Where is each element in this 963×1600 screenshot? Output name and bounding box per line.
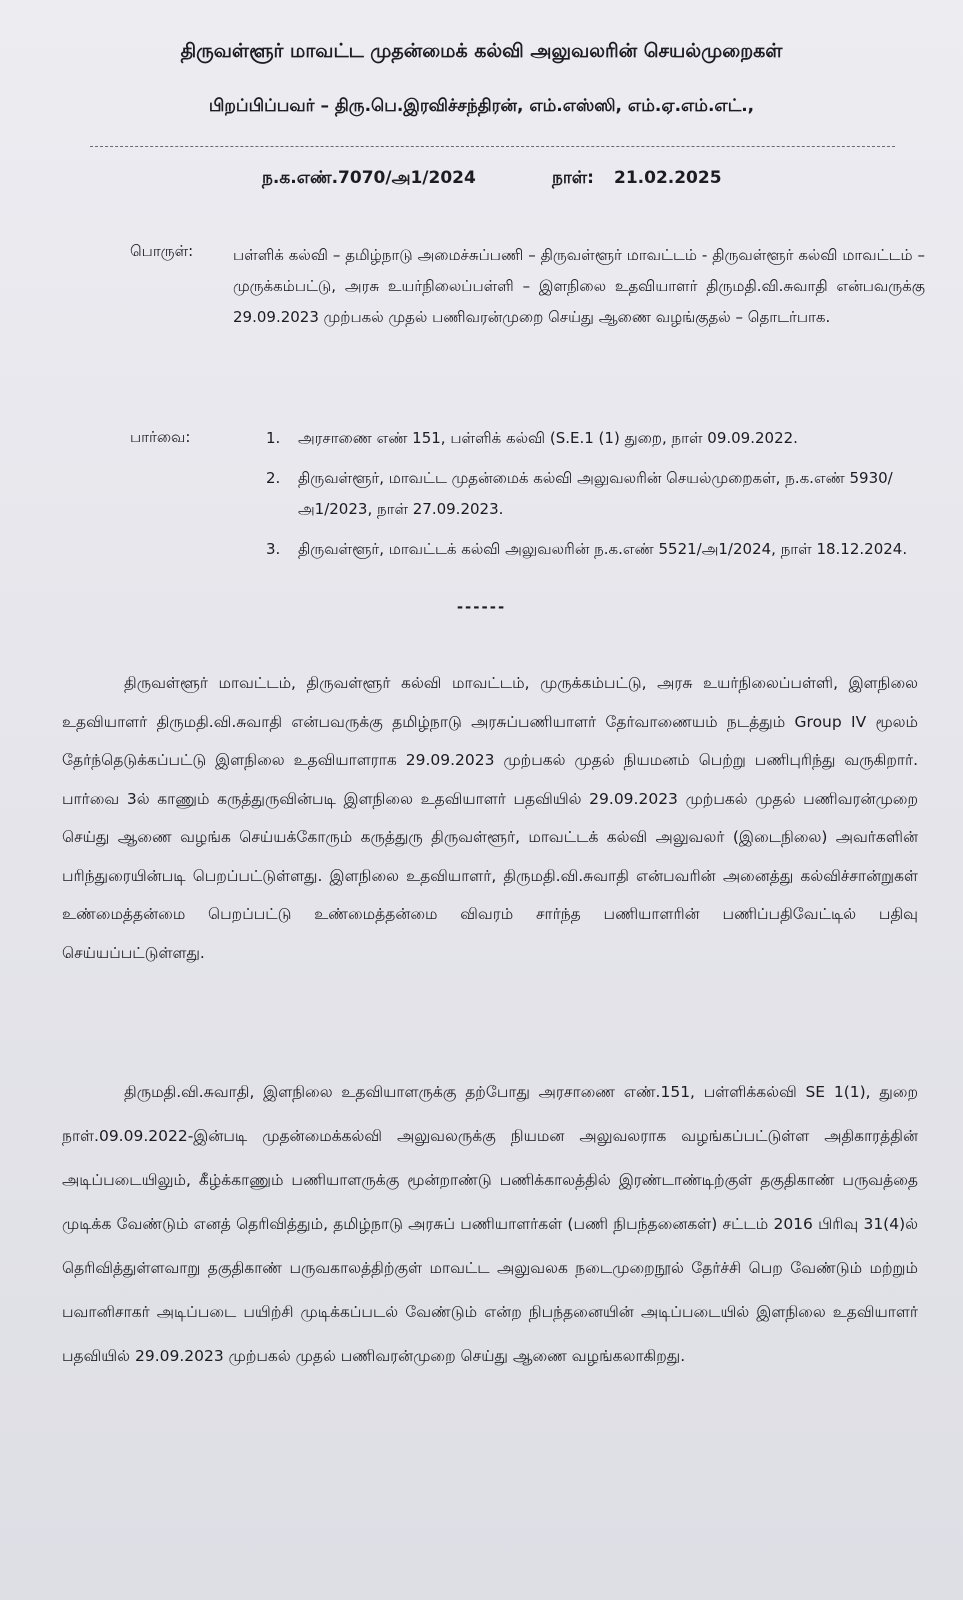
reference-item-number: 1.: [266, 429, 281, 447]
document-title: திருவள்ளூர் மாவட்ட முதன்மைக் கல்வி அலுவலரின் செயல்முறைகள்: [180, 40, 783, 62]
references-label: பார்வை:: [130, 428, 191, 446]
reference-item-number: 2.: [266, 469, 281, 487]
body-paragraph-1: திருவள்ளூர் மாவட்டம், திருவள்ளூர் கல்வி மாவட்டம், முருக்கம்பட்டு, அரசு உயர்நிலைப்பள்ளி, இளநிலை உதவியாளர் திருமதி.வி.சுவாதி என்பவருக்கு தமிழ்நாடு அரசுப்பணியாளர் தேர்வாணையம் நடத்தும் Group IV மூலம் தேர்ந்தெடுக்கப்பட்டு இளநிலை உதவியாளராக 29.09.2023 முற்பகல் முதல் நியமனம் பெற்று பணிபுரிந்து வருகிறார். பார்வை 3ல் காணும் கருத்துருவின்படி இளநிலை உதவியாளர் பதவியில் 29.09.2023 முற்பகல் முதல் பணிவரன்முறை செய்து ஆணை வழங்க செய்யக்கோரும் கருத்துரு திருவள்ளூர், மாவட்டக் கல்வி அலுவலர் (இடைநிலை) அவர்களின் பரிந்துரையின்படி பெறப்பட்டுள்ளது. இளநிலை உதவியாளர், திருமதி.வி.சுவாதி என்பவரின் அனைத்து கல்விச்சான்றுகள் உண்மைத்தன்மை பெறப்பட்டு உண்மைத்தன்மை விவரம் சார்ந்த பணியாளரின் பணிப்பதிவேட்டில் பதிவு செய்யப்பட்டுள்ளது.: [62, 674, 918, 962]
issuer-line: பிறப்பிப்பவர் – திரு.பெ.இரவிச்சந்திரன், எம்.எஸ்ஸி, எம்.ஏ.எம்.எட்.,: [208, 96, 755, 116]
date-label: நாள்:: [552, 168, 594, 188]
reference-number: ந.க.எண்.7070/அ1/2024: [262, 168, 476, 188]
references-separator: ------: [456, 598, 507, 616]
reference-item-text: திருவள்ளூர், மாவட்டக் கல்வி அலுவலரின் ந.க.எண் 5521/அ1/2024, நாள் 18.12.2024.: [298, 540, 908, 558]
body-paragraph-2: திருமதி.வி.சுவாதி, இளநிலை உதவியாளருக்கு தற்போது அரசாணை எண்.151, பள்ளிக்கல்வி SE 1(1), துறை நாள்.09.09.2022-இன்படி முதன்மைக்கல்வி அலுவலருக்கு நியமன அலுவலராக வழங்கப்பட்டுள்ள அதிகாரத்தின் அடிப்படையிலும், கீழ்க்காணும் பணியாளருக்கு மூன்றாண்டு பணிக்காலத்தில் இரண்டாண்டிற்குள் தகுதிகாண் பருவத்தை முடிக்க வேண்டும் எனத் தெரிவித்தும், தமிழ்நாடு அரசுப் பணியாளர்கள் (பணி நிபந்தனைகள்) சட்டம் 2016 பிரிவு 31(4)ல் தெரிவித்துள்ளவாறு தகுதிகாண் பருவகாலத்திற்குள் மாவட்ட அலுவலக நடைமுறைநூல் தேர்ச்சி பெற வேண்டும் மற்றும் பவானிசாகர் அடிப்படை பயிற்சி முடிக்கப்படல் வேண்டும் என்ற நிபந்தனையின் அடிப்படையில் இளநிலை உதவியாளர் பதவியில் 29.09.2023 முற்பகல் முதல் பணிவரன்முறை செய்து ஆணை வழங்கலாகிறது.: [62, 1083, 918, 1365]
reference-item-number: 3.: [266, 540, 281, 558]
reference-item-text: திருவள்ளூர், மாவட்ட முதன்மைக் கல்வி அலுவலரின் செயல்முறைகள், ந.க.எண் 5930/அ1/2023, நாள் 27.09.2023.: [298, 469, 893, 518]
reference-item-text: அரசாணை எண் 151, பள்ளிக் கல்வி (S.E.1 (1) துறை, நாள் 09.09.2022.: [298, 429, 798, 447]
subject-text: பள்ளிக் கல்வி – தமிழ்நாடு அமைச்சுப்பணி – திருவள்ளூர் மாவட்டம் - திருவள்ளூர் கல்வி மாவட்டம் – முருக்கம்பட்டு, அரசு உயர்நிலைப்பள்ளி – இளநிலை உதவியாளர் திருமதி.வி.சுவாதி என்பவருக்கு 29.09.2023 முற்பகல் முதல் பணிவரன்முறை செய்து ஆணை வழங்குதல் – தொடர்பாக.: [233, 246, 925, 326]
issue-date: 21.02.2025: [614, 168, 722, 188]
subject-label: பொருள்:: [130, 242, 194, 260]
header-divider: [90, 146, 895, 147]
